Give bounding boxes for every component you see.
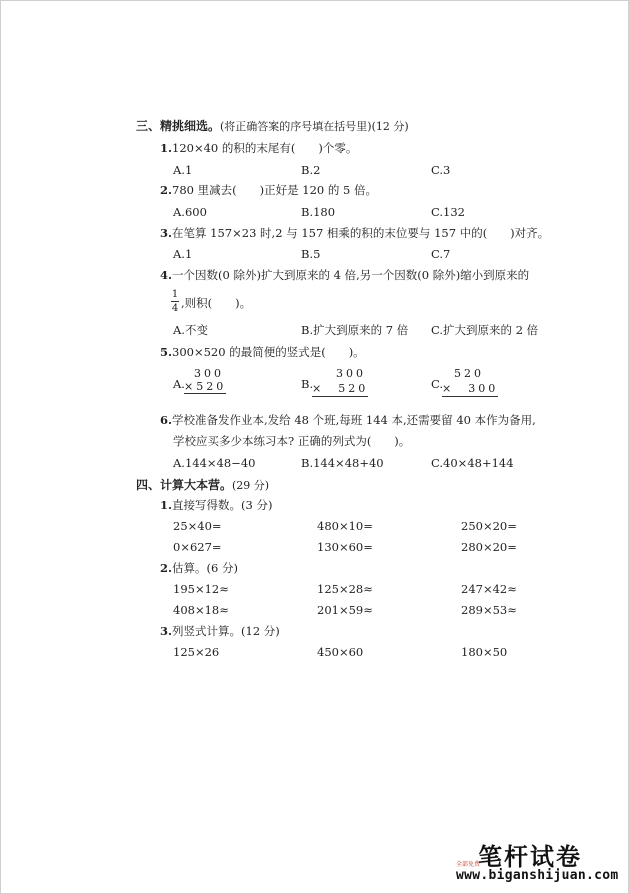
q5-option-c-label: C. <box>431 377 444 391</box>
part-3 <box>160 624 280 638</box>
q1-option-a: A.1 <box>173 163 193 177</box>
part-2 <box>160 561 238 575</box>
part-1-number: 1. <box>160 498 173 512</box>
question-6-number: 6. <box>160 413 173 427</box>
q4-option-b: B.扩大到原来的 7 倍 <box>301 323 409 337</box>
fraction-numerator: 1 <box>171 289 179 300</box>
fraction-one-quarter <box>171 289 179 314</box>
q6-option-b: B.144×48+40 <box>301 456 384 470</box>
vertical-calc-item: 180×50 <box>461 645 508 659</box>
estimate-item: 408×18≈ <box>173 603 229 617</box>
part-1 <box>160 498 272 512</box>
q6-option-a: A.144×48−40 <box>173 456 256 470</box>
question-3 <box>160 226 549 240</box>
calc-item: 250×20= <box>461 519 517 533</box>
estimate-item: 195×12≈ <box>173 582 229 596</box>
section-3-heading <box>136 119 409 134</box>
q5-option-b-vertical <box>312 367 368 397</box>
q5-option-c-vertical <box>442 367 498 397</box>
fraction-bar <box>171 301 179 302</box>
logo-free-tag: 全部免费 <box>456 861 481 868</box>
estimate-item: 125×28≈ <box>317 582 373 596</box>
q2-option-c: C.132 <box>431 205 465 219</box>
section-3-title: 三、精挑细选。 <box>136 119 221 133</box>
q1-option-b: B.2 <box>301 163 321 177</box>
question-2-text: 780 里减去( )正好是 120 的 5 倍。 <box>172 183 377 197</box>
part-2-number: 2. <box>160 561 173 575</box>
q3-option-a: A.1 <box>173 247 193 261</box>
q3-option-b: B.5 <box>301 247 321 261</box>
logo-title: 笔杆试卷 <box>478 843 582 871</box>
fraction-denominator: 4 <box>171 303 179 314</box>
q2-option-b: B.180 <box>301 205 336 219</box>
question-4 <box>160 268 529 282</box>
section-4-title: 四、计算大本营。 <box>136 478 233 492</box>
section-3-note: (将正确答案的序号填在括号里)(12 分) <box>220 120 409 133</box>
question-1-text: 120×40 的积的末尾有( )个零。 <box>172 141 358 155</box>
q2-option-a: A.600 <box>173 205 207 219</box>
question-5-text: 300×520 的最简便的竖式是( )。 <box>172 345 365 359</box>
part-3-text: 列竖式计算。(12 分) <box>172 624 280 638</box>
q1-option-c: C.3 <box>431 163 451 177</box>
q5-c-top: 520 <box>454 367 484 380</box>
question-3-number: 3. <box>160 226 173 240</box>
estimate-item: 289×53≈ <box>461 603 517 617</box>
question-6-text: 学校准备发作业本,发给 48 个班,每班 144 本,还需要留 40 本作为备用, <box>172 413 536 427</box>
q4-option-c: C.扩大到原来的 2 倍 <box>431 323 539 337</box>
q3-option-c: C.7 <box>431 247 451 261</box>
question-5-number: 5. <box>160 345 173 359</box>
watermark-logo <box>456 837 626 889</box>
calc-item: 480×10= <box>317 519 373 533</box>
q5-b-bottom: × 520 <box>312 382 369 395</box>
q6-option-c: C.40×48+144 <box>431 456 514 470</box>
q5-option-a-label: A. <box>173 377 185 391</box>
question-6 <box>160 413 536 427</box>
vertical-calc-item: 450×60 <box>317 645 364 659</box>
calc-item: 0×627= <box>173 540 222 554</box>
q5-a-top: 300 <box>194 367 224 380</box>
q5-b-top: 300 <box>336 367 366 380</box>
estimate-item: 247×42≈ <box>461 582 517 596</box>
question-1 <box>160 141 357 155</box>
question-4-number: 4. <box>160 268 173 282</box>
question-4-text-continued: ,则积( )。 <box>181 296 252 310</box>
calc-item: 25×40= <box>173 519 222 533</box>
question-4-text: 一个因数(0 除外)扩大到原来的 4 倍,另一个因数(0 除外)缩小到原来的 <box>172 268 530 282</box>
part-1-text: 直接写得数。(3 分) <box>172 498 273 512</box>
section-4-note: (29 分) <box>232 479 270 492</box>
section-4-heading <box>136 478 269 493</box>
vertical-calc-item: 125×26 <box>173 645 220 659</box>
q5-c-bottom: × 300 <box>442 382 499 395</box>
question-2-number: 2. <box>160 183 173 197</box>
part-3-number: 3. <box>160 624 173 638</box>
q5-option-b-label: B. <box>301 377 314 391</box>
question-1-number: 1. <box>160 141 173 155</box>
calc-item: 130×60= <box>317 540 373 554</box>
part-2-text: 估算。(6 分) <box>172 561 238 575</box>
calc-item: 280×20= <box>461 540 517 554</box>
q4-option-a: A.不变 <box>173 323 208 337</box>
logo-url: www.biganshijuan.com <box>456 868 619 883</box>
question-5 <box>160 345 365 359</box>
question-6-text-continued: 学校应买多少本练习本? 正确的列式为( )。 <box>173 434 411 448</box>
question-2 <box>160 183 377 197</box>
q5-a-bottom: ×520 <box>184 380 227 393</box>
q5-option-a-vertical <box>184 367 226 394</box>
estimate-item: 201×59≈ <box>317 603 373 617</box>
question-3-text: 在笔算 157×23 时,2 与 157 相乘的积的末位要与 157 中的( )对齐。 <box>172 226 550 240</box>
